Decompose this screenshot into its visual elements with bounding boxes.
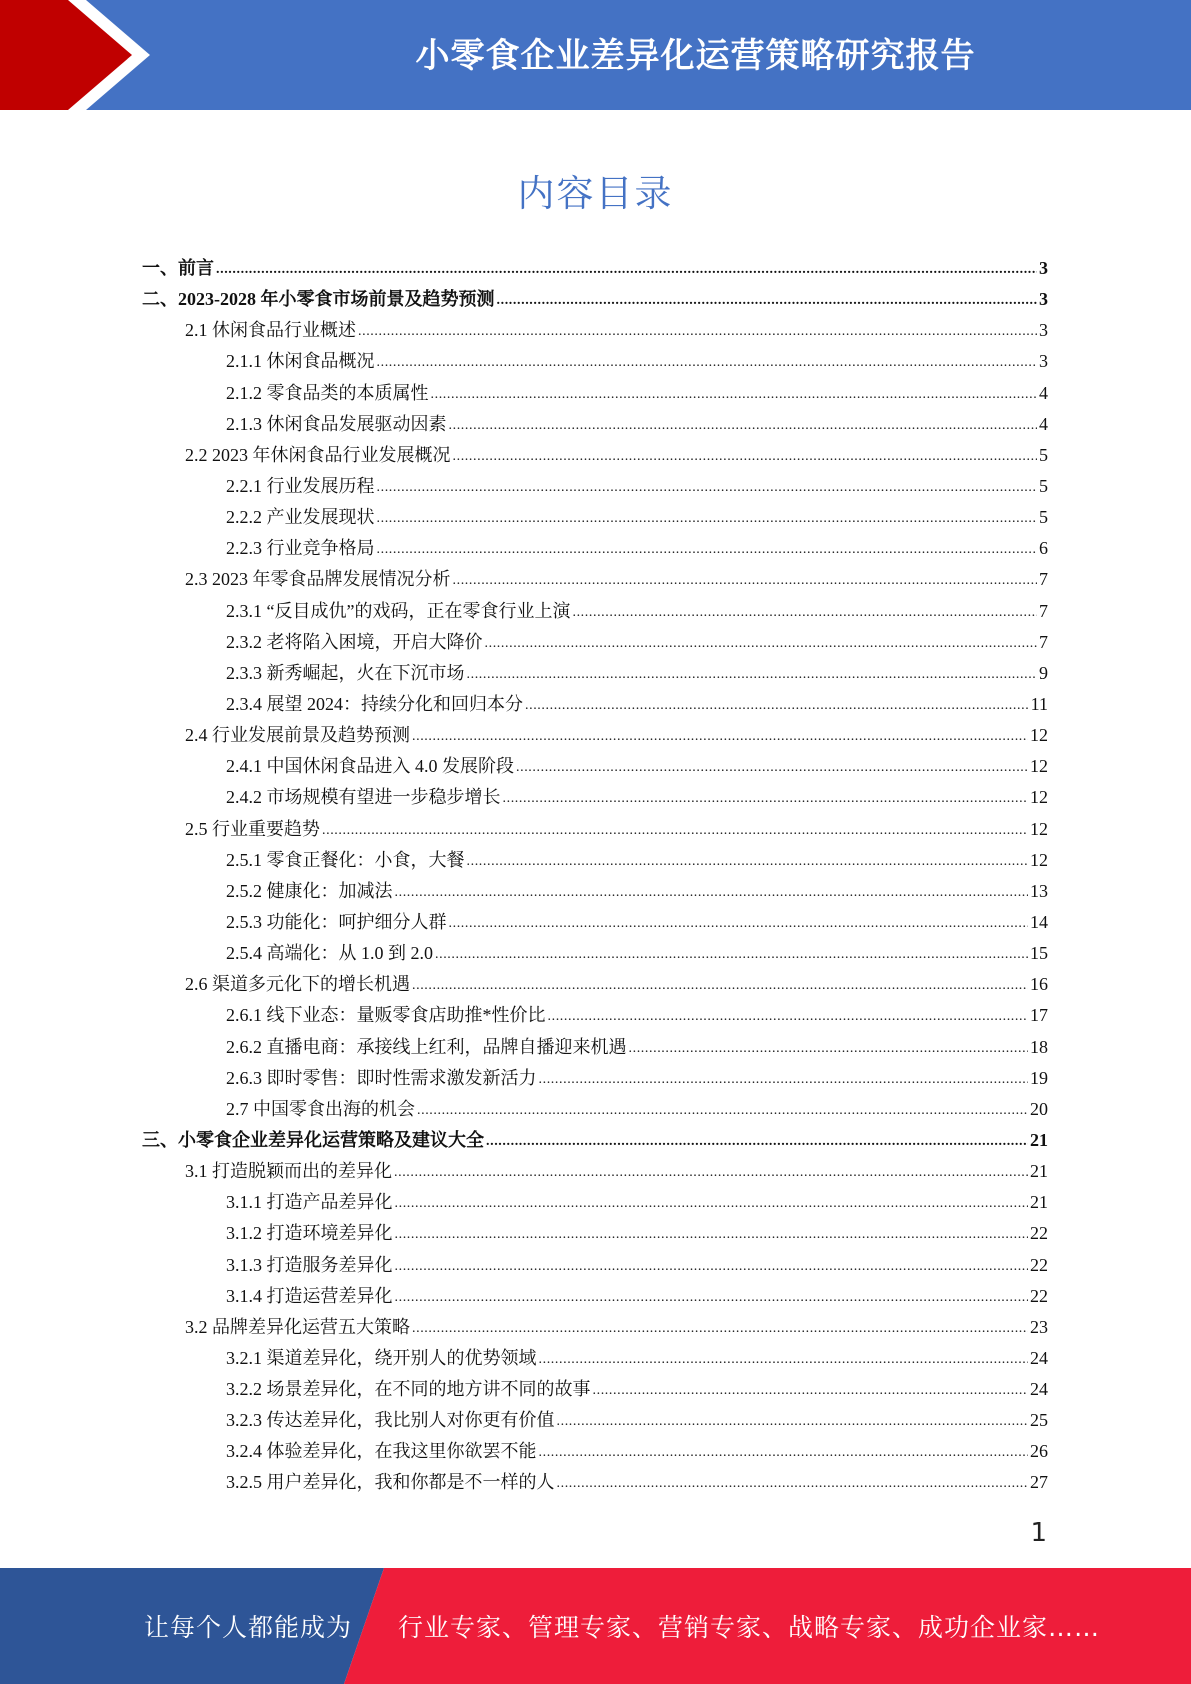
toc-entry[interactable] [142,1251,1048,1282]
toc-entry-label: 2.7 中国零食出海的机会 [226,1098,415,1119]
toc-entry-page: 3 [1039,258,1048,278]
toc-entry[interactable] [142,877,1048,908]
toc-entry[interactable] [142,503,1048,534]
toc-dot-leader [525,693,1029,714]
toc-entry-label: 2.4 行业发展前景及趋势预测 [185,725,410,746]
toc-entry-page: 7 [1039,600,1048,621]
toc-entry-label: 2.2 2023 年休闲食品行业发展概况 [185,444,451,465]
report-title: 小零食企业差异化运营策略研究报告 [415,36,976,76]
toc-entry-page: 4 [1039,413,1048,434]
toc-dot-leader [412,1316,1028,1337]
toc-entry-page: 27 [1030,1472,1048,1493]
toc-entry-page: 22 [1030,1285,1048,1306]
toc-dot-leader [467,849,1029,870]
toc-dot-leader [497,288,1038,309]
toc-entry-label: 2.5.3 功能化：呵护细分人群 [226,911,447,932]
toc-entry-label: 2.4.2 市场规模有望进一步稳步增长 [226,787,501,808]
header-band [0,0,1191,110]
footer-band [0,1568,1191,1684]
toc-entry-page: 12 [1030,818,1048,839]
toc-dot-leader [629,1036,1029,1057]
toc-entry-label: 2.2.3 行业竞争格局 [226,538,375,559]
toc-dot-leader [322,818,1028,839]
toc-entry-page: 12 [1030,756,1048,777]
toc-entry[interactable] [142,970,1048,1001]
toc-entry[interactable] [142,1437,1048,1468]
toc-entry-page: 15 [1030,943,1048,964]
toc-dot-leader [572,600,1037,621]
toc-entry-page: 18 [1030,1036,1048,1057]
toc-entry-page: 7 [1039,569,1048,590]
toc-dot-leader [395,880,1029,901]
toc-entry[interactable] [142,783,1048,814]
toc-entry[interactable] [142,1001,1048,1032]
toc-dot-leader [516,755,1028,776]
toc-entry-page: 22 [1030,1223,1048,1244]
toc-dot-leader [557,1471,1029,1492]
toc-entry-label: 2.2.2 产业发展现状 [226,507,375,528]
toc-entry[interactable] [142,565,1048,596]
toc-dot-leader [377,537,1038,558]
toc-entry[interactable] [142,254,1048,285]
toc-dot-leader [453,568,1038,589]
toc-dot-leader [395,1191,1029,1212]
toc-entry-label: 2.1.2 零食品类的本质属性 [226,382,429,403]
toc-entry-page: 6 [1039,538,1048,559]
toc-dot-leader [358,319,1037,340]
toc-dot-leader [377,506,1038,527]
toc-dot-leader [412,724,1028,745]
toc-entry-page: 13 [1030,880,1048,901]
toc-entry[interactable] [142,1126,1048,1157]
toc-entry-label: 3.1.4 打造运营差异化 [226,1285,393,1306]
toc-dot-leader [417,1098,1028,1119]
toc-entry[interactable] [142,815,1048,846]
toc-dot-leader [216,257,1037,278]
toc-entry-label: 2.3.3 新秀崛起，火在下沉市场 [226,662,465,683]
toc-entry-page: 26 [1030,1441,1048,1462]
toc-entry-label: 二、2023-2028 年小零食市场前景及趋势预测 [142,289,495,310]
toc-entry-label: 3.1.1 打造产品差异化 [226,1192,393,1213]
toc-entry-label: 2.4.1 中国休闲食品进入 4.0 发展阶段 [226,756,514,777]
toc-entry[interactable] [142,1468,1048,1499]
toc-entry-page: 4 [1039,382,1048,403]
toc-dot-leader [395,1285,1029,1306]
toc-entry-page: 21 [1030,1192,1048,1213]
toc-entry[interactable] [142,1282,1048,1313]
toc-dot-leader [593,1378,1029,1399]
toc-entry-label: 2.3.4 展望 2024：持续分化和回归本分 [226,693,523,714]
toc-dot-leader [453,444,1038,465]
toc-entry[interactable] [142,1219,1048,1250]
toc-entry-page: 24 [1030,1379,1048,1400]
toc-entry[interactable] [142,472,1048,503]
toc-entry-page: 11 [1030,693,1048,714]
toc-dot-leader [431,382,1038,403]
toc-entry-label: 一、前言 [142,258,214,278]
toc-entry-page: 7 [1039,631,1048,652]
toc-entry[interactable] [142,1406,1048,1437]
toc-entry-page: 3 [1039,351,1048,372]
toc-entry[interactable] [142,659,1048,690]
footer-slogan-left: 让每个人都能成为 [144,1613,353,1642]
toc-entry-label: 2.3.2 老将陷入困境，开启大降价 [226,631,483,652]
toc-dot-leader [435,942,1028,963]
toc-entry-label: 2.5.2 健康化：加减法 [226,880,393,901]
toc-entry-label: 2.1.3 休闲食品发展驱动因素 [226,413,447,434]
toc-entry-page: 12 [1030,725,1048,746]
header-chevron-red [0,0,132,110]
toc-entry-page: 21 [1030,1129,1048,1150]
toc-entry[interactable] [142,690,1048,721]
toc-dot-leader [412,973,1028,994]
toc-entry[interactable] [142,441,1048,472]
toc-entry-page: 12 [1030,849,1048,870]
table-of-contents [142,254,1048,1500]
toc-dot-leader [449,911,1029,932]
toc-entry-label: 2.6.1 线下业态：量贩零食店助推*性价比 [226,1005,546,1026]
toc-entry-page: 14 [1030,911,1048,932]
toc-entry-page: 25 [1030,1410,1048,1431]
toc-entry-page: 17 [1030,1005,1048,1026]
toc-entry[interactable] [142,1313,1048,1344]
toc-entry-label: 3.2.1 渠道差异化，绕开别人的优势领域 [226,1347,537,1368]
toc-entry[interactable] [142,1095,1048,1126]
toc-entry-label: 2.6.3 即时零售：即时性需求激发新活力 [226,1067,537,1088]
toc-dot-leader [548,1004,1029,1025]
toc-entry-page: 16 [1030,974,1048,995]
page-number: 1 [1030,1518,1047,1548]
toc-dot-leader [539,1067,1029,1088]
toc-entry-label: 2.5 行业重要趋势 [185,818,320,839]
toc-dot-leader [449,413,1038,434]
toc-entry-page: 3 [1039,320,1048,341]
toc-entry[interactable] [142,597,1048,628]
toc-dot-leader [539,1347,1029,1368]
toc-entry-label: 3.2.2 场景差异化，在不同的地方讲不同的故事 [226,1379,591,1400]
toc-dot-leader [539,1440,1029,1461]
toc-entry[interactable] [142,1033,1048,1064]
toc-entry-label: 2.1.1 休闲食品概况 [226,351,375,372]
toc-dot-leader [395,1254,1029,1275]
toc-dot-leader [503,786,1029,807]
toc-entry[interactable] [142,347,1048,378]
toc-entry[interactable] [142,846,1048,877]
toc-entry-label: 三、小零食企业差异化运营策略及建议大全 [142,1129,484,1150]
toc-entry-label: 2.5.1 零食正餐化：小食，大餐 [226,849,465,870]
toc-entry[interactable] [142,534,1048,565]
toc-entry[interactable] [142,721,1048,752]
toc-entry[interactable] [142,1344,1048,1375]
toc-entry-label: 2.3 2023 年零食品牌发展情况分析 [185,569,451,590]
footer-slogan-right: 行业专家、管理专家、营销专家、战略专家、成功企业家…… [398,1613,1101,1642]
toc-entry[interactable] [142,908,1048,939]
toc-dot-leader [486,1129,1028,1150]
toc-entry-page: 20 [1030,1098,1048,1119]
toc-dot-leader [395,1222,1029,1243]
toc-entry-page: 21 [1030,1161,1048,1182]
toc-entry-label: 3.2 品牌差异化运营五大策略 [185,1316,410,1337]
toc-entry-label: 3.1.2 打造环境差异化 [226,1223,393,1244]
toc-entry-label: 3.1.3 打造服务差异化 [226,1254,393,1275]
toc-entry-page: 19 [1030,1067,1048,1088]
toc-entry[interactable] [142,316,1048,347]
toc-entry-page: 12 [1030,787,1048,808]
toc-entry[interactable] [142,410,1048,441]
toc-entry[interactable] [142,379,1048,410]
toc-entry-page: 24 [1030,1347,1048,1368]
toc-entry[interactable] [142,285,1048,316]
toc-entry-label: 3.2.4 体验差异化，在我这里你欲罢不能 [226,1441,537,1462]
toc-entry-page: 5 [1039,444,1048,465]
toc-entry-label: 2.2.1 行业发展历程 [226,475,375,496]
toc-entry-label: 3.2.3 传达差异化，我比别人对你更有价值 [226,1410,555,1431]
toc-entry[interactable] [142,1188,1048,1219]
toc-dot-leader [394,1160,1028,1181]
toc-entry-page: 9 [1039,662,1048,683]
toc-entry-label: 2.1 休闲食品行业概述 [185,320,356,341]
toc-dot-leader [485,631,1038,652]
toc-entry[interactable] [142,628,1048,659]
toc-entry-label: 2.6 渠道多元化下的增长机遇 [185,974,410,995]
toc-entry-page: 22 [1030,1254,1048,1275]
toc-entry-label: 2.3.1 “反目成仇”的戏码，正在零食行业上演 [226,600,571,621]
toc-dot-leader [467,662,1038,683]
toc-entry[interactable] [142,752,1048,783]
toc-entry[interactable] [142,939,1048,970]
toc-entry[interactable] [142,1064,1048,1095]
toc-entry[interactable] [142,1375,1048,1406]
toc-entry-page: 5 [1039,507,1048,528]
toc-entry-page: 23 [1030,1316,1048,1337]
toc-entry-page: 5 [1039,475,1048,496]
toc-dot-leader [557,1409,1029,1430]
toc-dot-leader [377,475,1038,496]
toc-entry-label: 2.6.2 直播电商：承接线上红利，品牌自播迎来机遇 [226,1036,627,1057]
toc-entry-label: 2.5.4 高端化：从 1.0 到 2.0 [226,943,433,964]
toc-dot-leader [377,350,1038,371]
toc-entry-label: 3.2.5 用户差异化，我和你都是不一样的人 [226,1472,555,1493]
toc-entry-label: 3.1 打造脱颖而出的差异化 [185,1161,392,1182]
toc-heading: 内容目录 [517,172,674,215]
toc-entry-page: 3 [1039,289,1048,310]
toc-entry[interactable] [142,1157,1048,1188]
